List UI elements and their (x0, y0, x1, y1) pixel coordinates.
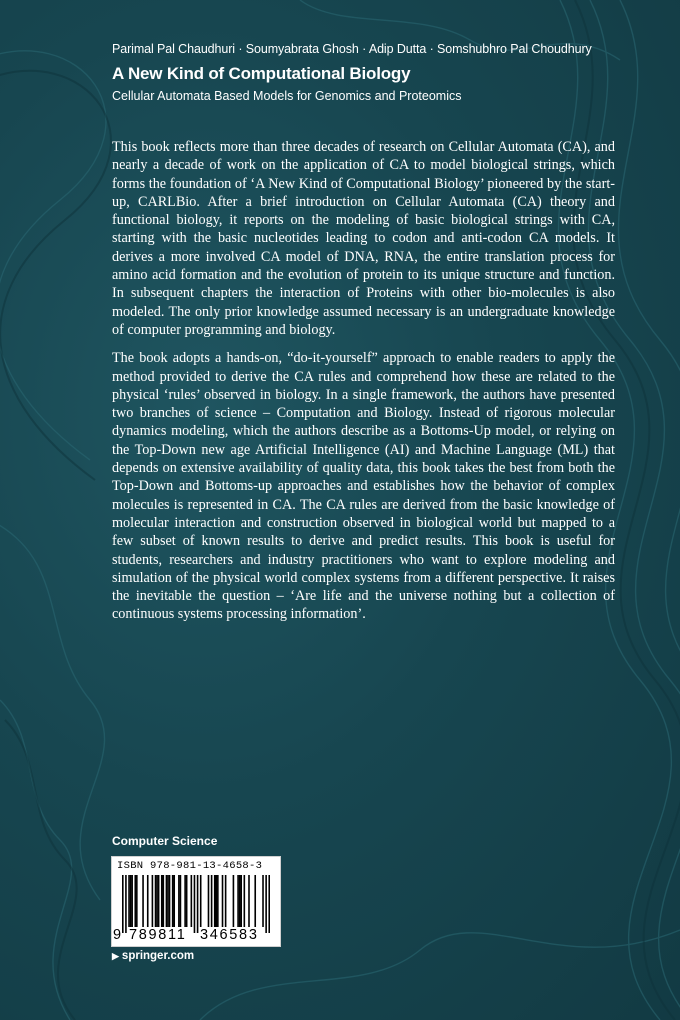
barcode-bar (262, 875, 264, 927)
triangle-right-icon: ▶ (112, 951, 119, 961)
barcode-bar (178, 875, 180, 927)
barcode-guard-bar (265, 875, 267, 933)
barcode-bar (142, 875, 144, 927)
barcode-bar (222, 875, 224, 927)
book-subtitle: Cellular Automata Based Models for Genomics and Proteomics (112, 89, 462, 103)
barcode-bar (155, 875, 157, 927)
barcode-guard-bar (194, 875, 196, 933)
barcode-bar (208, 875, 210, 927)
barcode-bar (240, 875, 242, 927)
barcode-bar (191, 875, 193, 927)
barcode-bar (200, 875, 202, 927)
barcode-bar (128, 875, 130, 927)
barcode-bar (225, 875, 227, 927)
barcode-bar (254, 875, 256, 927)
description-paragraph: This book reflects more than three decades of research on Cellular Automata (CA), and nearly a decade of work on the application of CA to model biological strings, which forms the foundation of ‘A New Kind of Computational Biology’ pioneered by the start-up, CARLBio. After a brief introduction on Cellular Automata (CA) theory and functional biology, it reports on the modeling of basic biological strings with CA, starting with the basic nucleotides leading to codon and anti-codon CA models. It derives a more involved CA model of DNA, RNA, the entire translation process for amino acid formation and the evolution of protein to its unique structure and function. In subsequent chapters the interaction of Proteins with other bio-molecules is also modeled. The only prior knowledge assumed necessary is an undergraduate knowledge of computer programming and biology. (112, 139, 615, 338)
barcode-bar (180, 875, 182, 927)
barcode-bar (239, 875, 241, 927)
barcode-bar (158, 875, 160, 927)
barcode-bar (163, 875, 165, 927)
barcode-bar (237, 875, 239, 927)
isbn-label: ISBN 978-981-13-4658-3 (117, 860, 263, 872)
barcode-bar (217, 875, 219, 927)
barcode-bar (156, 875, 158, 927)
cover-header (112, 40, 652, 105)
barcode-bar (215, 875, 217, 927)
barcode-bar (248, 875, 250, 927)
barcode-guard-bar (197, 875, 199, 933)
barcode-bar (130, 875, 132, 927)
publisher-url: springer.com (121, 950, 195, 962)
barcode-bar (134, 875, 136, 927)
barcode-bar (233, 875, 235, 927)
book-description (112, 138, 615, 634)
author-list: Parimal Pal Chaudhuri · Soumyabrata Ghosh · Adip Dutta · Somshubhro Pal Choudhury (112, 42, 592, 56)
barcode-left-group: 789811 (129, 927, 187, 943)
barcode-guard-bar (125, 875, 127, 933)
barcode-bar (211, 875, 213, 927)
barcode-bar (173, 875, 175, 927)
barcode-bar (167, 875, 169, 927)
barcode-bar (184, 875, 186, 927)
barcode-right-group: 346583 (200, 927, 259, 943)
publisher-link[interactable] (112, 950, 194, 962)
book-title: A New Kind of Computational Biology (112, 64, 411, 83)
barcode-guard-bar (122, 875, 124, 933)
barcode-bar (214, 875, 216, 927)
barcode-bar (166, 875, 168, 927)
barcode-bar (172, 875, 174, 927)
barcode-bar (161, 875, 163, 927)
subject-category: Computer Science (112, 834, 218, 848)
barcode-bar (169, 875, 171, 927)
barcode-guard-bar (268, 875, 270, 933)
barcode-bar (136, 875, 138, 927)
barcode-bar (147, 875, 149, 927)
barcode-bar (152, 875, 154, 927)
barcode-bar (131, 875, 133, 927)
barcode-first-digit: 9 (113, 927, 122, 943)
barcode-bar (244, 875, 246, 927)
barcode-bar (186, 875, 188, 927)
description-paragraph: The book adopts a hands-on, “do-it-yourself” approach to enable readers to apply the method provided to derive the CA rules and comprehend how these are related to the physical ‘rules’ observed in biology. In a single framework, the authors have presented two branches of science – Computation and Biology. Instead of rigorous molecular dynamics modeling, which the authors describe as a Bottoms-Up model, or relying on the Top-Down new age Artificial Intelligence (AI) and Machine Language (ML) that depends on extensive availability of quality data, this book takes the best from both the Top-Down and Bottoms-up approaches and establishes how the behavior of complex molecules is represented in CA. The CA rules are derived from the basic knowledge of molecular interaction and construction observed in biological world but mapped to a few subset of known results to derive and predict results. This book is useful for students, researchers and industry practitioners who want to explore modeling and simulation of the physical world complex systems from a different perspective. It raises the inevitable the question – ‘Are life and the universe nothing but a collection of continuous systems processing information’. (112, 350, 615, 623)
barcode-bars (122, 875, 270, 933)
isbn-barcode (111, 856, 281, 947)
